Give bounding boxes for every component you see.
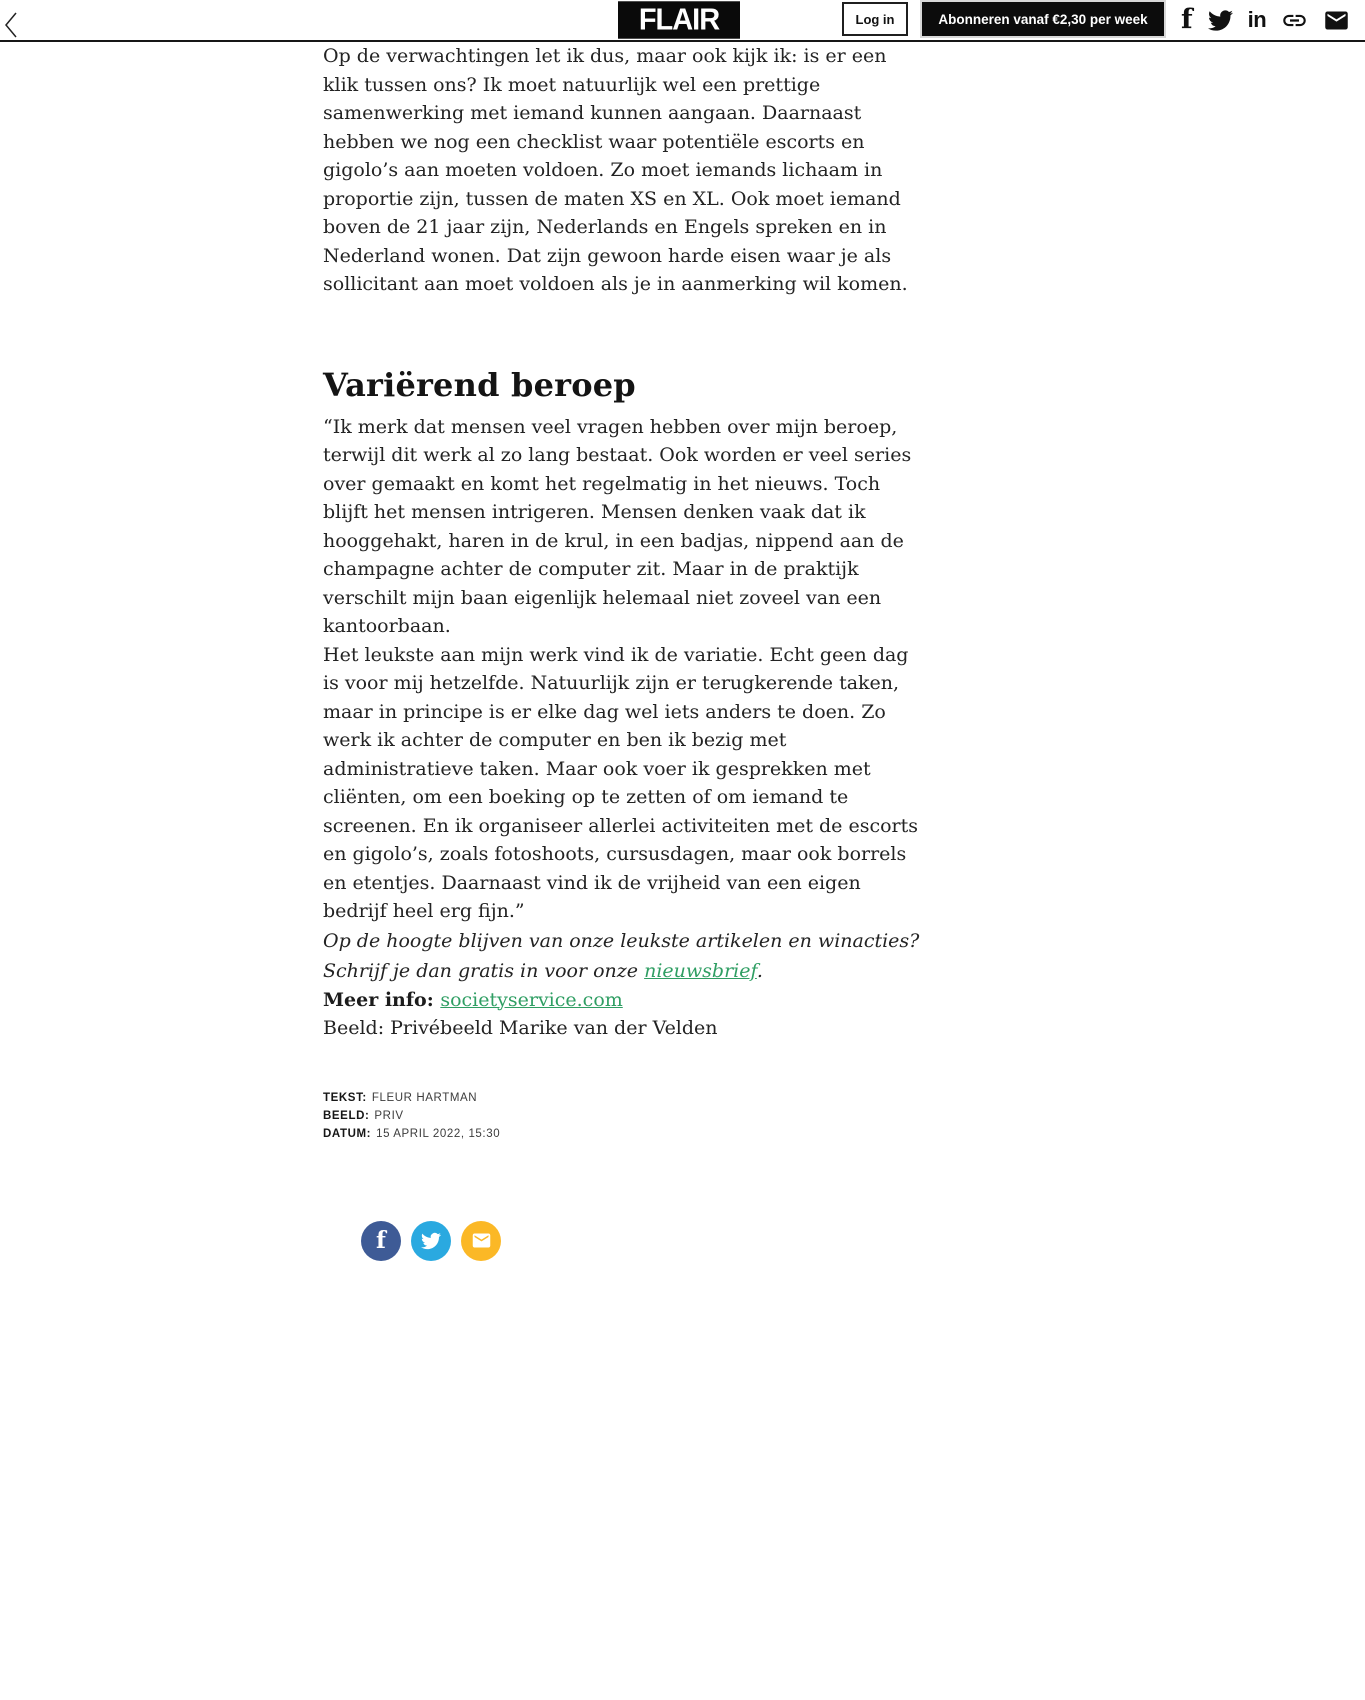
more-info-link[interactable]: societyservice.com	[440, 988, 623, 1011]
meta-label-beeld: BEELD:	[323, 1109, 370, 1122]
link-icon[interactable]	[1281, 7, 1308, 34]
article-body	[323, 42, 923, 1261]
header-social-nav	[1181, 5, 1350, 35]
back-button[interactable]	[1, 12, 21, 38]
chevron-left-icon	[4, 26, 18, 41]
image-credit: Beeld: Privébeeld Marike van der Velden	[323, 1017, 718, 1039]
share-row	[361, 1221, 923, 1261]
twitter-icon	[421, 1231, 441, 1251]
meta-value-datum: 15 APRIL 2022, 15:30	[376, 1127, 501, 1140]
newsletter-link[interactable]: nieuwsbrief	[644, 959, 757, 982]
flair-logo[interactable]: FLAIR	[618, 1, 740, 38]
more-info-label: Meer info:	[323, 988, 441, 1011]
more-info-line	[323, 986, 923, 1015]
share-twitter-button[interactable]	[411, 1221, 451, 1261]
meta-row-tekst	[323, 1089, 923, 1107]
meta-label-tekst: TEKST:	[323, 1091, 367, 1104]
linkedin-icon[interactable]: in	[1247, 7, 1267, 32]
quote-paragraph-1: “Ik merk dat mensen veel vragen hebben over mijn beroep, terwijl dit werk al zo lang bestaat. Ook worden er veel series over gemaakt en komt het regelmatig in het nieuws. Toch blijft het mensen intrigeren. Mensen denken vaak dat ik hooggehakt, haren in de krul, in een badjas, nippend aan de champagne achter de computer zit. Maar in de praktijk verschilt mijn baan eigenlijk helemaal niet zoveel van een kantoorbaan.	[323, 415, 912, 637]
email-icon	[471, 1230, 492, 1251]
site-header	[0, 0, 1365, 42]
login-button[interactable]: Log in	[842, 2, 908, 36]
facebook-icon: f	[376, 1227, 386, 1254]
article-meta	[323, 1089, 923, 1143]
meta-row-datum	[323, 1125, 923, 1143]
email-icon[interactable]	[1323, 7, 1350, 34]
intro-paragraph: Op de verwachtingen let ik dus, maar ook kijk ik: is er een klik tussen ons? Ik moet natuurlijk wel een prettige samenwerking met iemand kunnen aangaan. Daarnaast hebben we nog een checklist waar potentiële escorts en gigolo’s aan moeten voldoen. Zo moet iemands lichaam in proportie zijn, tussen de maten XS en XL. Ook moet iemand boven de 21 jaar zijn, Nederlands en Engels spreken en in Nederland wonen. Dat zijn gewoon harde eisen waar je als sollicitant aan moet voldoen als je in aanmerking wil komen.	[323, 45, 908, 295]
meta-value-beeld: PRIV	[374, 1109, 404, 1122]
share-email-button[interactable]	[461, 1221, 501, 1261]
quote-paragraph-2: Het leukste aan mijn werk vind ik de variatie. Echt geen dag is voor mij hetzelfde. Natuurlijk zijn er terugkerende taken, maar in principe is er elke dag wel iets anders te doen. Zo werk ik achter de computer en ben ik bezig met administratieve taken. Maar ook voer ik gesprekken met cliënten, om een boeking op te zetten of om iemand te screenen. En ik organiseer allerlei activiteiten met de escorts en gigolo’s, zoals fotoshoots, cursusdagen, maar ook borrels en etentjes. Daarnaast vind ik de vrijheid van een eigen bedrijf heel erg fijn.”	[323, 643, 918, 922]
share-facebook-button[interactable]	[361, 1221, 401, 1261]
twitter-icon[interactable]	[1208, 8, 1233, 33]
meta-value-tekst: FLEUR HARTMAN	[371, 1091, 478, 1104]
subscribe-button[interactable]: Abonneren vanaf €2,30 per week	[920, 0, 1166, 38]
newsletter-paragraph	[323, 926, 923, 986]
section-heading: Variërend beroep	[323, 365, 636, 404]
newsletter-text-after: .	[756, 959, 763, 982]
newsletter-text-before: Op de hoogte blijven van onze leukste artikelen en winacties? Schrijf je dan gratis in voor onze	[323, 929, 920, 982]
meta-label-datum: DATUM:	[323, 1127, 372, 1140]
facebook-icon[interactable]: f	[1181, 4, 1193, 35]
meta-row-beeld	[323, 1107, 923, 1125]
